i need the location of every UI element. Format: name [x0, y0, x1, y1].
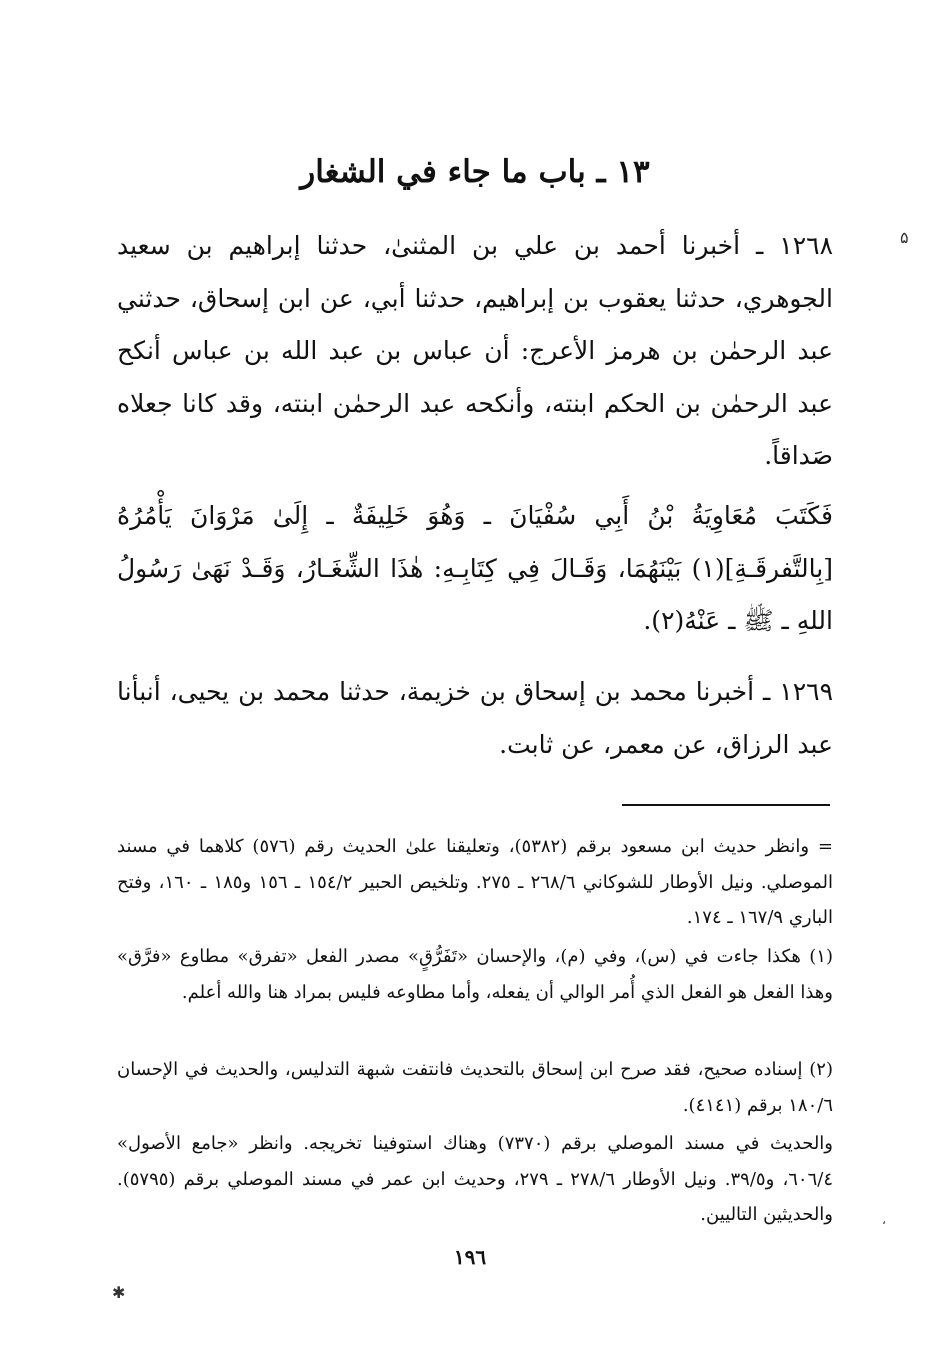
hadith-1269: ١٢٦٩ ـ أخبرنا محمد بن إسحاق بن خزيمة، حدثنا محمد بن يحيى، أنبأنا عبد الرزاق، عن معمر، عن ثابت. [117, 677, 833, 759]
footnote-divider [622, 804, 830, 806]
page-number: ١٩٦ [453, 1245, 487, 1269]
margin-mark: ، [882, 1213, 886, 1227]
footnote-1: (١) هكذا جاءت في (س)، وفي (م)، والإحسان «تَفَرُّقٍ» مصدر الفعل «تفرق» مطاوع «فرَّق» وهذا الفعل هو الفعل الذي أُمر الوالي أن يفعله، وأما مطاوعه فليس بمراد هنا والله أعلم. [117, 946, 833, 1003]
margin-mark: ۵ [900, 228, 909, 247]
ornament-icon: ✱ [112, 1283, 126, 1302]
footnote-2-continued: والحديث في مسند الموصلي برقم (٧٣٧٠) وهناك استوفينا تخريجه. وانظر «جامع الأصول» ٦٠٦/٤، و٣٩/٥. ونيل الأوطار ٢٧٨/٦ ـ ٢٧٩، وحديث ابن عمر في مسند الموصلي برقم (٥٧٩٥). والحديثين التاليين. [117, 1133, 834, 1225]
hadith-text-vocalized: فَكَتَبَ مُعَاوِيَةُ بْنُ أَبِي سُفْيَانَ ـ وَهُوَ خَلِيفَةٌ ـ إِلَىٰ مَرْوَانَ يَأْمُرُهُ [بِالتَّفرقَـةِ](١) بَيْنَهُمَا، وَقَـالَ فِي كِتَابِـهِ: هٰذَا الشِّغَـارُ، وَقَـدْ نَهَىٰ رَسُولُ اللهِ ـ ﷺ ـ عَنْهُ(٢). [117, 501, 833, 635]
chapter-heading: ١٣ ـ باب ما جاء في الشغار [300, 154, 650, 190]
footnote-2: (٢) إسناده صحيح، فقد صرح ابن إسحاق بالتحديث فانتفت شبهة التدليس، والحديث في الإحسان ١٨٠/٦ برقم (٤١٤١). [117, 1059, 833, 1116]
footnote-continued: = وانظر حديث ابن مسعود برقم (٥٣٨٢)، وتعليقنا علىٰ الحديث رقم (٥٧٦) كلاهما في مسند الموصلي. ونيل الأوطار للشوكاني ٢٦٨/٦ ـ ٢٧٥. وتلخيص الحبير ١٥٤/٢ ـ ١٥٦ و١٨٥ ـ ١٦٠، وفتح الباري ١٦٧/٩ ـ ١٧٤. [117, 836, 833, 928]
hadith-1268: ١٢٦٨ ـ أخبرنا أحمد بن علي بن المثنىٰ، حدثنا إبراهيم بن سعيد الجوهري، حدثنا يعقوب بن إبراهيم، حدثنا أبي، عن ابن إسحاق، حدثني عبد الرحمٰن بن هرمز الأعرج: أن عباس بن عبد الله بن عباس أنكح عبد الرحمٰن بن الحكم ابنته، وأنكحه عبد الرحمٰن ابنته، وقد كانا جعلاه صَداقاً. [117, 231, 833, 470]
